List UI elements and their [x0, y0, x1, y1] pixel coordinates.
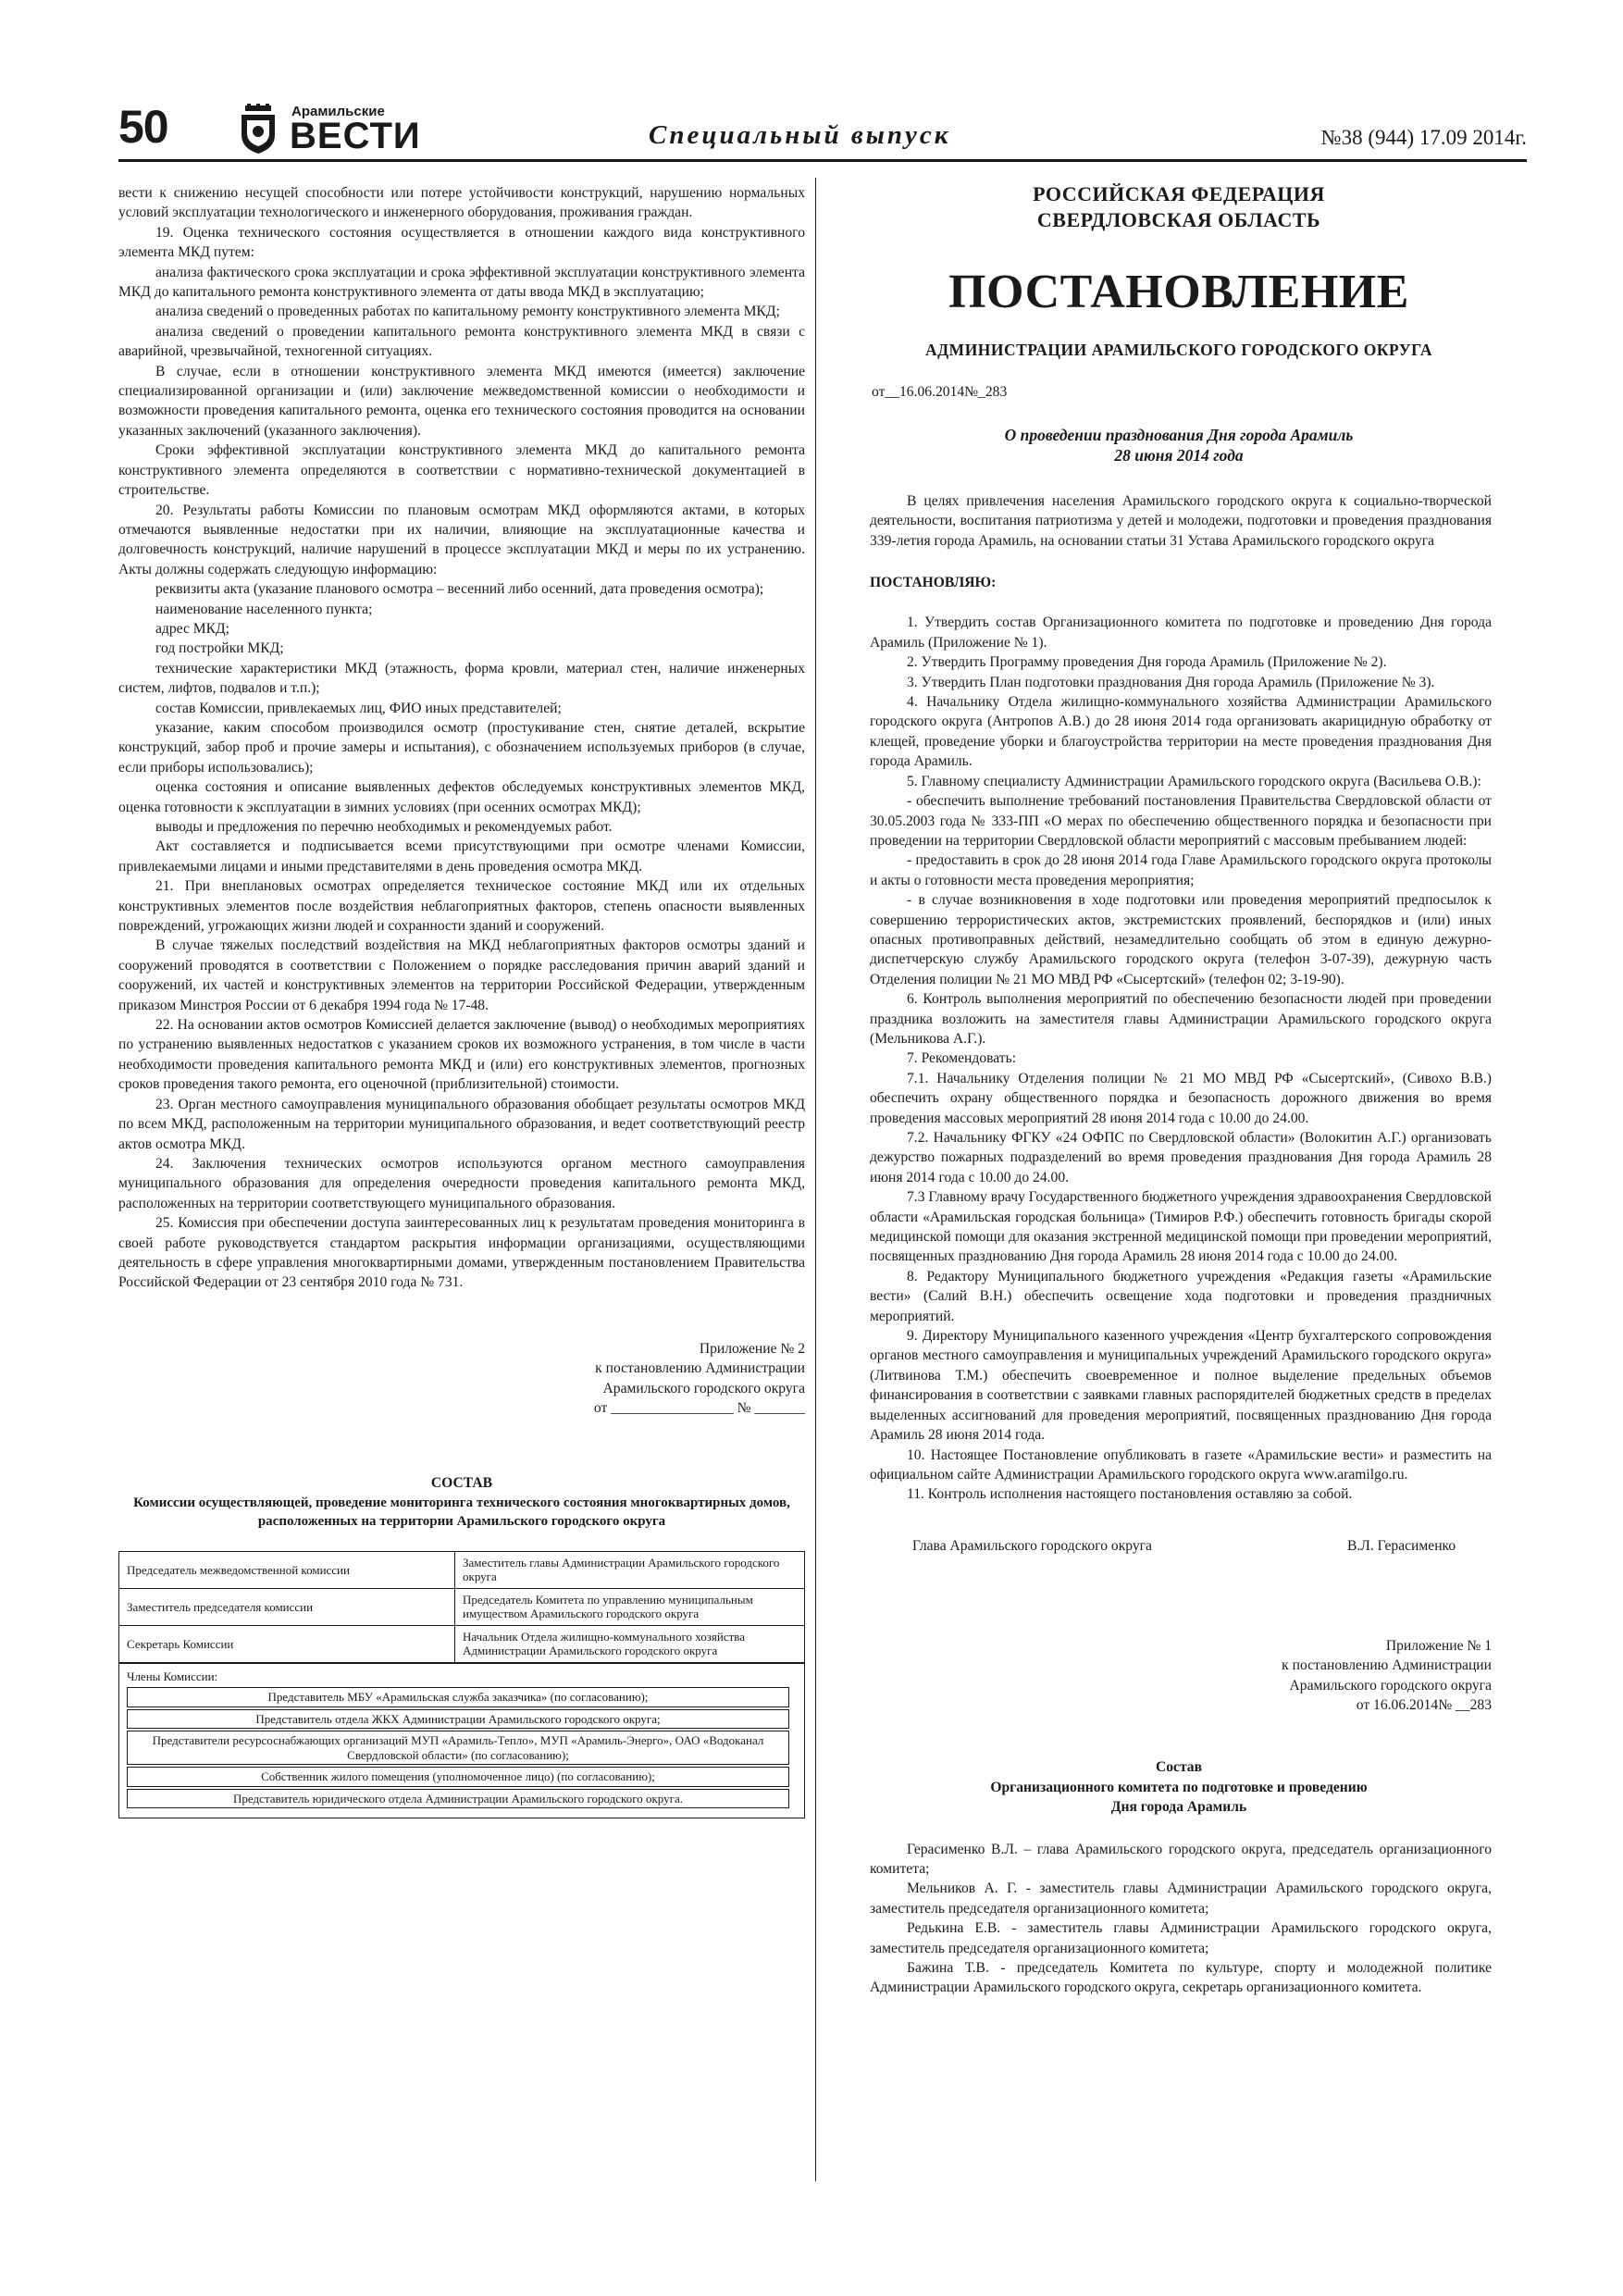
committee-title: Состав — [1155, 1759, 1203, 1776]
resolution-item: 8. Редактору Муниципального бюджетного учреждения «Редакция газеты «Арамильские вести» (Салий В.Н.) обеспечить освещение хода подготовки и проведения праздничных мероприятий. — [870, 1268, 1492, 1324]
resolution-item: 3. Утвердить План подготовки празднования Дня города Арамиль (Приложение № 3). — [907, 674, 1435, 690]
committee-member: Бажина Т.В. - председатель Комитета по культуре, спорту и молодежной политике Администрации Арамильского городского округа, секретарь организационного комитета. — [870, 1960, 1492, 1996]
resolution-item: 11. Контроль исполнения настоящего постановления оставляю за собой. — [907, 1486, 1353, 1503]
appendix-line: Приложение № 1 — [1385, 1637, 1492, 1654]
article-paragraph: 22. На основании актов осмотров Комиссией делается заключение (вывод) о необходимых мероприятиях по устранению выявленных недостатков с указанием сроков их возможного устранения, в том числе в части необходимости проведения капитального ремонта МКД и (или) его конструктивных элементов, прогнозных сроков проведения такого ремонта, его оценочной (приблизительной) стоимости. — [118, 1017, 805, 1093]
resolution-item: 7.2. Начальнику ФГКУ «24 ОФПС по Свердловской области» (Волокитин А.Г.) организовать дежурство пожарных подразделений во время проведения празднования Дня города Арамиль 28 июня 2014 года с 10.00 до 24.00. — [870, 1130, 1492, 1185]
appendix-line: Арамильского городского округа — [602, 1380, 805, 1396]
appendix-1-reference — [829, 1636, 1529, 1716]
resolution-body — [829, 491, 1529, 1557]
resolution-item: 2. Утвердить Программу проведения Дня города Арамиль (Приложение № 2). — [907, 654, 1387, 671]
article-paragraph: анализа фактического срока эксплуатации и срока эффективной эксплуатации конструктивного элемента МКД до капитального ремонта конструктивного элемента от даты ввода МКД в эксплуатацию; — [118, 264, 805, 301]
left-article — [118, 183, 805, 1293]
signatory-title: Глава Арамильского городского округа — [912, 1537, 1152, 1554]
article-paragraph: Сроки эффективной эксплуатации конструктивного элемента МКД до капитального ремонта конструктивного элемента определяются в соответствии с нормативно-технической документацией в строительстве. — [118, 442, 805, 499]
member-item: Собственник жилого помещения (уполномоченное лицо) (по согласованию); — [127, 1767, 789, 1787]
resolution-item: 10. Настоящее Постановление опубликовать в газете «Арамильские вести» и разместить на официальном сайте Администрации Арамильского городского округа www.aramilgo.ru. — [870, 1446, 1492, 1483]
region-heading: СВЕРДЛОВСКАЯ ОБЛАСТЬ — [1036, 208, 1321, 231]
resolution-item: 4. Начальнику Отдела жилищно-коммунального хозяйства Администрации Арамильского городского округа (Антропов А.В.) до 28 июня 2014 года организовать акарицидную обработку от клещей, проведение уборки и благоустройства территории на месте проведения празднования Дня города Арамиль. — [870, 694, 1492, 770]
role-cell: Заместитель председателя комиссии — [119, 1588, 455, 1625]
page-number: 50 — [118, 101, 168, 153]
issue-title: Специальный выпуск — [649, 120, 951, 150]
document-number: от__16.06.2014№_283 — [872, 384, 1008, 401]
logo-title: ВЕСТИ — [290, 116, 421, 156]
article-paragraph: реквизиты акта (указание планового осмотра – весенний либо осенний, дата проведения осмотра); — [155, 581, 764, 598]
article-paragraph: анализа сведений о проведении капитального ремонта конструктивного элемента МКД в связи с аварийной, чрезвычайной, техногенной ситуациях. — [118, 323, 805, 360]
resolution-title-line: О проведении празднования Дня города Арамиль — [1004, 425, 1354, 444]
composition-table — [118, 1551, 805, 1663]
appendix-line: к постановлению Администрации — [595, 1360, 805, 1377]
newspaper-logo — [234, 104, 512, 155]
appendix-2-reference — [118, 1339, 805, 1419]
article-paragraph: 20. Результаты работы Комиссии по плановым осмотрам МКД оформляются актами, в которых отмечаются выявленные недостатки при их наличии, влияющие на эксплуатационные качества и долговечность конструкций, наличие нарушений в процессе эксплуатации МКД и меры по их устранению. Акты должны содержать следующую информацию: — [118, 502, 805, 577]
article-paragraph: оценка состояния и описание выявленных дефектов обследуемых конструктивных элементов МКД, оценка готовности к эксплуатации в зимних условиях (при осенних осмотрах МКД); — [118, 779, 805, 815]
article-paragraph: указание, каким способом производился осмотр (простукивание стен, снятие деталей, вскрытие конструкций, забор проб и прочие замеры и испытания), с обозначением используемых приборов (в случае, если приборы использовались); — [118, 719, 805, 776]
committee-subtitle: Организационного комитета по подготовке и проведению — [990, 1779, 1368, 1795]
signature-row — [870, 1536, 1492, 1557]
resolution-item: - в случае возникновения в ходе подготовки или проведения мероприятий предпосылок к совершению террористических актов, экстремистских проявлений, беспорядков и (или) иных опасных противоправных действий, незамедлительно сообщать об этом в единую дежурно-диспетчерскую службу Арамильского городского округа (телефон 3-07-39), дежурную часть Отделения полиции № 21 МО МВД РФ «Сысертский» (телефон 02; 3-19-90). — [870, 892, 1492, 987]
person-cell: Начальник Отдела жилищно-коммунального хозяйства Администрации Арамильского городского округа — [455, 1625, 805, 1662]
article-paragraph: 21. При внеплановых осмотрах определяется техническое состояние МКД или их отдельных конструктивных элементов после воздействия неблагоприятных факторов, степень опасности выявленных повреждений, угрожающих жизни людей и сохранности зданий и сооружений. — [118, 878, 805, 935]
article-paragraph: технические характеристики МКД (этажность, форма кровли, материал стен, наличие инженерных систем, лифтов, подвалов и т.п.); — [118, 660, 805, 697]
column-divider — [815, 178, 816, 2181]
article-paragraph: 23. Орган местного самоуправления муниципального образования обобщает результаты осмотров МКД по всем МКД, расположенным на территории муниципального образования, и ведет соответствующий реестр актов осмотра МКД. — [118, 1096, 805, 1152]
resolution-item: 7.3 Главному врачу Государственного бюджетного учреждения здравоохранения Свердловской области «Арамильская городская больница» (Тимиров Р.Ф.) обеспечить готовность бригады скорой медицинской помощи для оказания экстренной медицинской помощи при проведении мероприятий, посвященных празднованию Дня города Арамиль 28 июня 2014 года с 10.00 до 24.00. — [870, 1189, 1492, 1265]
resolution-item: 5. Главному специалисту Администрации Арамильского городского округа (Васильева О.В.): — [907, 773, 1481, 789]
table-row — [119, 1625, 805, 1662]
article-paragraph: В случае, если в отношении конструктивного элемента МКД имеются (имеется) заключение специализированной организации и (или) заключение межведомственной комиссии о необходимости и возможности проведения капитального ремонта, оценка его технического состояния проводится на основании указанных заключений (указанного заключения). — [118, 363, 805, 439]
role-cell: Председатель межведомственной комиссии — [119, 1551, 455, 1588]
composition-subtitle: Комиссии осуществляющей, проведение мониторинга технического состояния многоквартирных домов, расположенных на территории Арамильского городского округа — [133, 1495, 790, 1529]
article-paragraph: В случае тяжелых последствий воздействия на МКД неблагоприятных факторов осмотры зданий и сооружений проводятся в соответствии с Положением о порядке расследования причин аварий зданий и сооружений, их частей и конструктивных элементов на территории Российской Федерации, утвержденным приказом Минстроя России от 6 декабря 1994 года № 17-48. — [118, 937, 805, 1013]
signatory-name: В.Л. Герасименко — [1347, 1537, 1456, 1554]
member-item: Представитель МБУ «Арамильская служба заказчика» (по согласованию); — [127, 1687, 789, 1707]
appendix-line: к постановлению Администрации — [1282, 1657, 1492, 1674]
article-paragraph: 24. Заключения технических осмотров используются органом местного самоуправления муниципального образования для определения очередности проведения капитального ремонта МКД, расположенных на территории соответствующего муниципального образования. — [118, 1155, 805, 1211]
resolution-item: - предоставить в срок до 28 июня 2014 года Главе Арамильского городского округа протоколы и акты о готовности места проведения мероприятия; — [870, 852, 1492, 888]
article-paragraph: 25. Комиссия при обеспечении доступа заинтересованных лиц к результатам проведения мониторинга в своей работе руководствуется стандартом раскрытия информации организациями, осуществляющими деятельность в сфере управления многоквартирными домами, утвержденным постановлением Правительства Российской Федерации от 23 сентября 2010 года № 731. — [118, 1215, 805, 1291]
table-row — [119, 1551, 805, 1588]
committee-member: Герасименко В.Л. – глава Арамильского городского округа, председатель организационного комитета; — [870, 1841, 1492, 1877]
resolution-item: 1. Утвердить состав Организационного комитета по подготовке и проведению Дня города Арамиль (Приложение № 1). — [870, 614, 1492, 651]
article-paragraph: год постройки МКД; — [155, 640, 284, 657]
committee-subtitle: Дня города Арамиль — [1110, 1799, 1247, 1816]
resolution-item: 7. Рекомендовать: — [907, 1050, 1017, 1067]
article-paragraph: анализа сведений о проведенных работах по капитальному ремонту конструктивного элемента МКД; — [155, 304, 780, 320]
committee-member: Мельников А. Г. - заместитель главы Администрации Арамильского городского округа, заместитель председателя организационного комитета; — [870, 1880, 1492, 1917]
header-rule — [118, 159, 1527, 162]
appendix-line: Арамильского городского округа — [1289, 1677, 1492, 1694]
article-paragraph: вести к снижению несущей способности или потере устойчивости конструкций, нарушению нормальных условий эксплуатации технологического и инженерного оборудования, проживания граждан. — [118, 185, 805, 221]
document-type-heading: ПОСТАНОВЛЕНИЕ — [948, 266, 1409, 318]
role-cell: Секретарь Комиссии — [119, 1625, 455, 1662]
table-row — [119, 1588, 805, 1625]
country-heading: РОССИЙСКАЯ ФЕДЕРАЦИЯ — [1033, 182, 1325, 205]
article-paragraph: адрес МКД; — [155, 620, 230, 637]
resolution-item: 7.1. Начальнику Отделения полиции № 21 МО МВД РФ «Сысертский», (Сивохо В.В.) обеспечить охрану общественного порядка и безопасность дорожного движения во время проведения массовых мероприятий 28 июня 2014 года с 10.00 до 24.00. — [870, 1070, 1492, 1126]
issuer-heading: АДМИНИСТРАЦИИ АРАМИЛЬСКОГО ГОРОДСКОГО ОКРУГА — [925, 341, 1432, 359]
article-paragraph: наименование населенного пункта; — [155, 601, 373, 617]
left-column — [118, 183, 805, 1818]
appendix-line: от 16.06.2014№ __283 — [1356, 1696, 1492, 1713]
page-header — [118, 100, 1527, 165]
coat-of-arms-icon — [238, 104, 279, 154]
member-item: Представитель отдела ЖКХ Администрации Арамильского городского округа; — [127, 1709, 789, 1730]
members-block — [118, 1663, 805, 1819]
member-item: Представители ресурсоснабжающих организаций МУП «Арамиль-Тепло», МУП «Арамиль-Энерго», ОАО «Водоканал Свердловской области» (по согласованию); — [127, 1731, 789, 1765]
article-paragraph: выводы и предложения по перечню необходимых и рекомендуемых работ. — [155, 819, 613, 835]
resolution-item: - обеспечить выполнение требований постановления Правительства Свердловской области от 30.05.2003 года № 333-ПП «О мерах по обеспечению общественного порядка и безопасности при проведении на территории Свердловской области мероприятий с массовым пребыванием людей: — [870, 793, 1492, 849]
article-paragraph: 19. Оценка технического состояния осуществляется в отношении каждого вида конструктивного элемента МКД путем: — [118, 224, 805, 261]
issue-info: №38 (944) 17.09 2014г. — [1320, 126, 1527, 149]
member-item: Представитель юридического отдела Администрации Арамильского городского округа. — [127, 1789, 789, 1809]
composition-title: СОСТАВ — [430, 1475, 493, 1492]
preamble: В целях привлечения населения Арамильского городского округа к социально-творческой деятельности, воспитания патриотизма у детей и молодежи, подготовки и проведения празднования 339-летия города Арамиль, на основании статьи 31 Устава Арамильского городского округа — [870, 492, 1492, 549]
right-column — [829, 181, 1529, 1998]
resolution-title — [829, 425, 1529, 465]
resolve-label: ПОСТАНОВЛЯЮ: — [870, 575, 997, 591]
appendix-line: от _________________ № _______ — [593, 1399, 805, 1416]
members-label: Члены Комиссии: — [127, 1669, 218, 1683]
committee-list — [829, 1840, 1529, 1998]
appendix-line: Приложение № 2 — [699, 1340, 805, 1357]
article-paragraph: Акт составляется и подписывается всеми присутствующими при осмотре членами Комиссии, привлекаемыми лицами и иными представителями в день проведения осмотра МКД. — [118, 838, 805, 875]
committee-member: Редькина Е.В. - заместитель главы Администрации Арамильского городского округа, заместитель председателя организационного комитета; — [870, 1920, 1492, 1956]
resolution-item: 9. Директору Муниципального казенного учреждения «Центр бухгалтерского сопровождения органов местного самоуправления и муниципальных учреждений Арамильского городского округа» (Литвинова Т.М.) обеспечить своевременное и полное выделение предельных объемов финансирования в соответствии с заявками главных распорядителей бюджетных средств в пределах выделенных ассигнований для проведения мероприятий, посвященных празднованию Дня города Арамиль 28 июня 2014 года. — [870, 1328, 1492, 1444]
person-cell: Председатель Комитета по управлению муниципальным имуществом Арамильского городского округа — [455, 1588, 805, 1625]
article-paragraph: состав Комиссии, привлекаемых лиц, ФИО иных представителей; — [155, 700, 562, 716]
person-cell: Заместитель главы Администрации Арамильского городского округа — [455, 1551, 805, 1588]
resolution-title-line: 28 июня 2014 года — [1114, 445, 1244, 465]
resolution-item: 6. Контроль выполнения мероприятий по обеспечению безопасности людей при проведении праздника возложить на заместителя главы Администрации Арамильского городского округа (Мельникова А.Г.). — [870, 991, 1492, 1047]
logo-subtitle: Арамильские — [291, 104, 385, 119]
